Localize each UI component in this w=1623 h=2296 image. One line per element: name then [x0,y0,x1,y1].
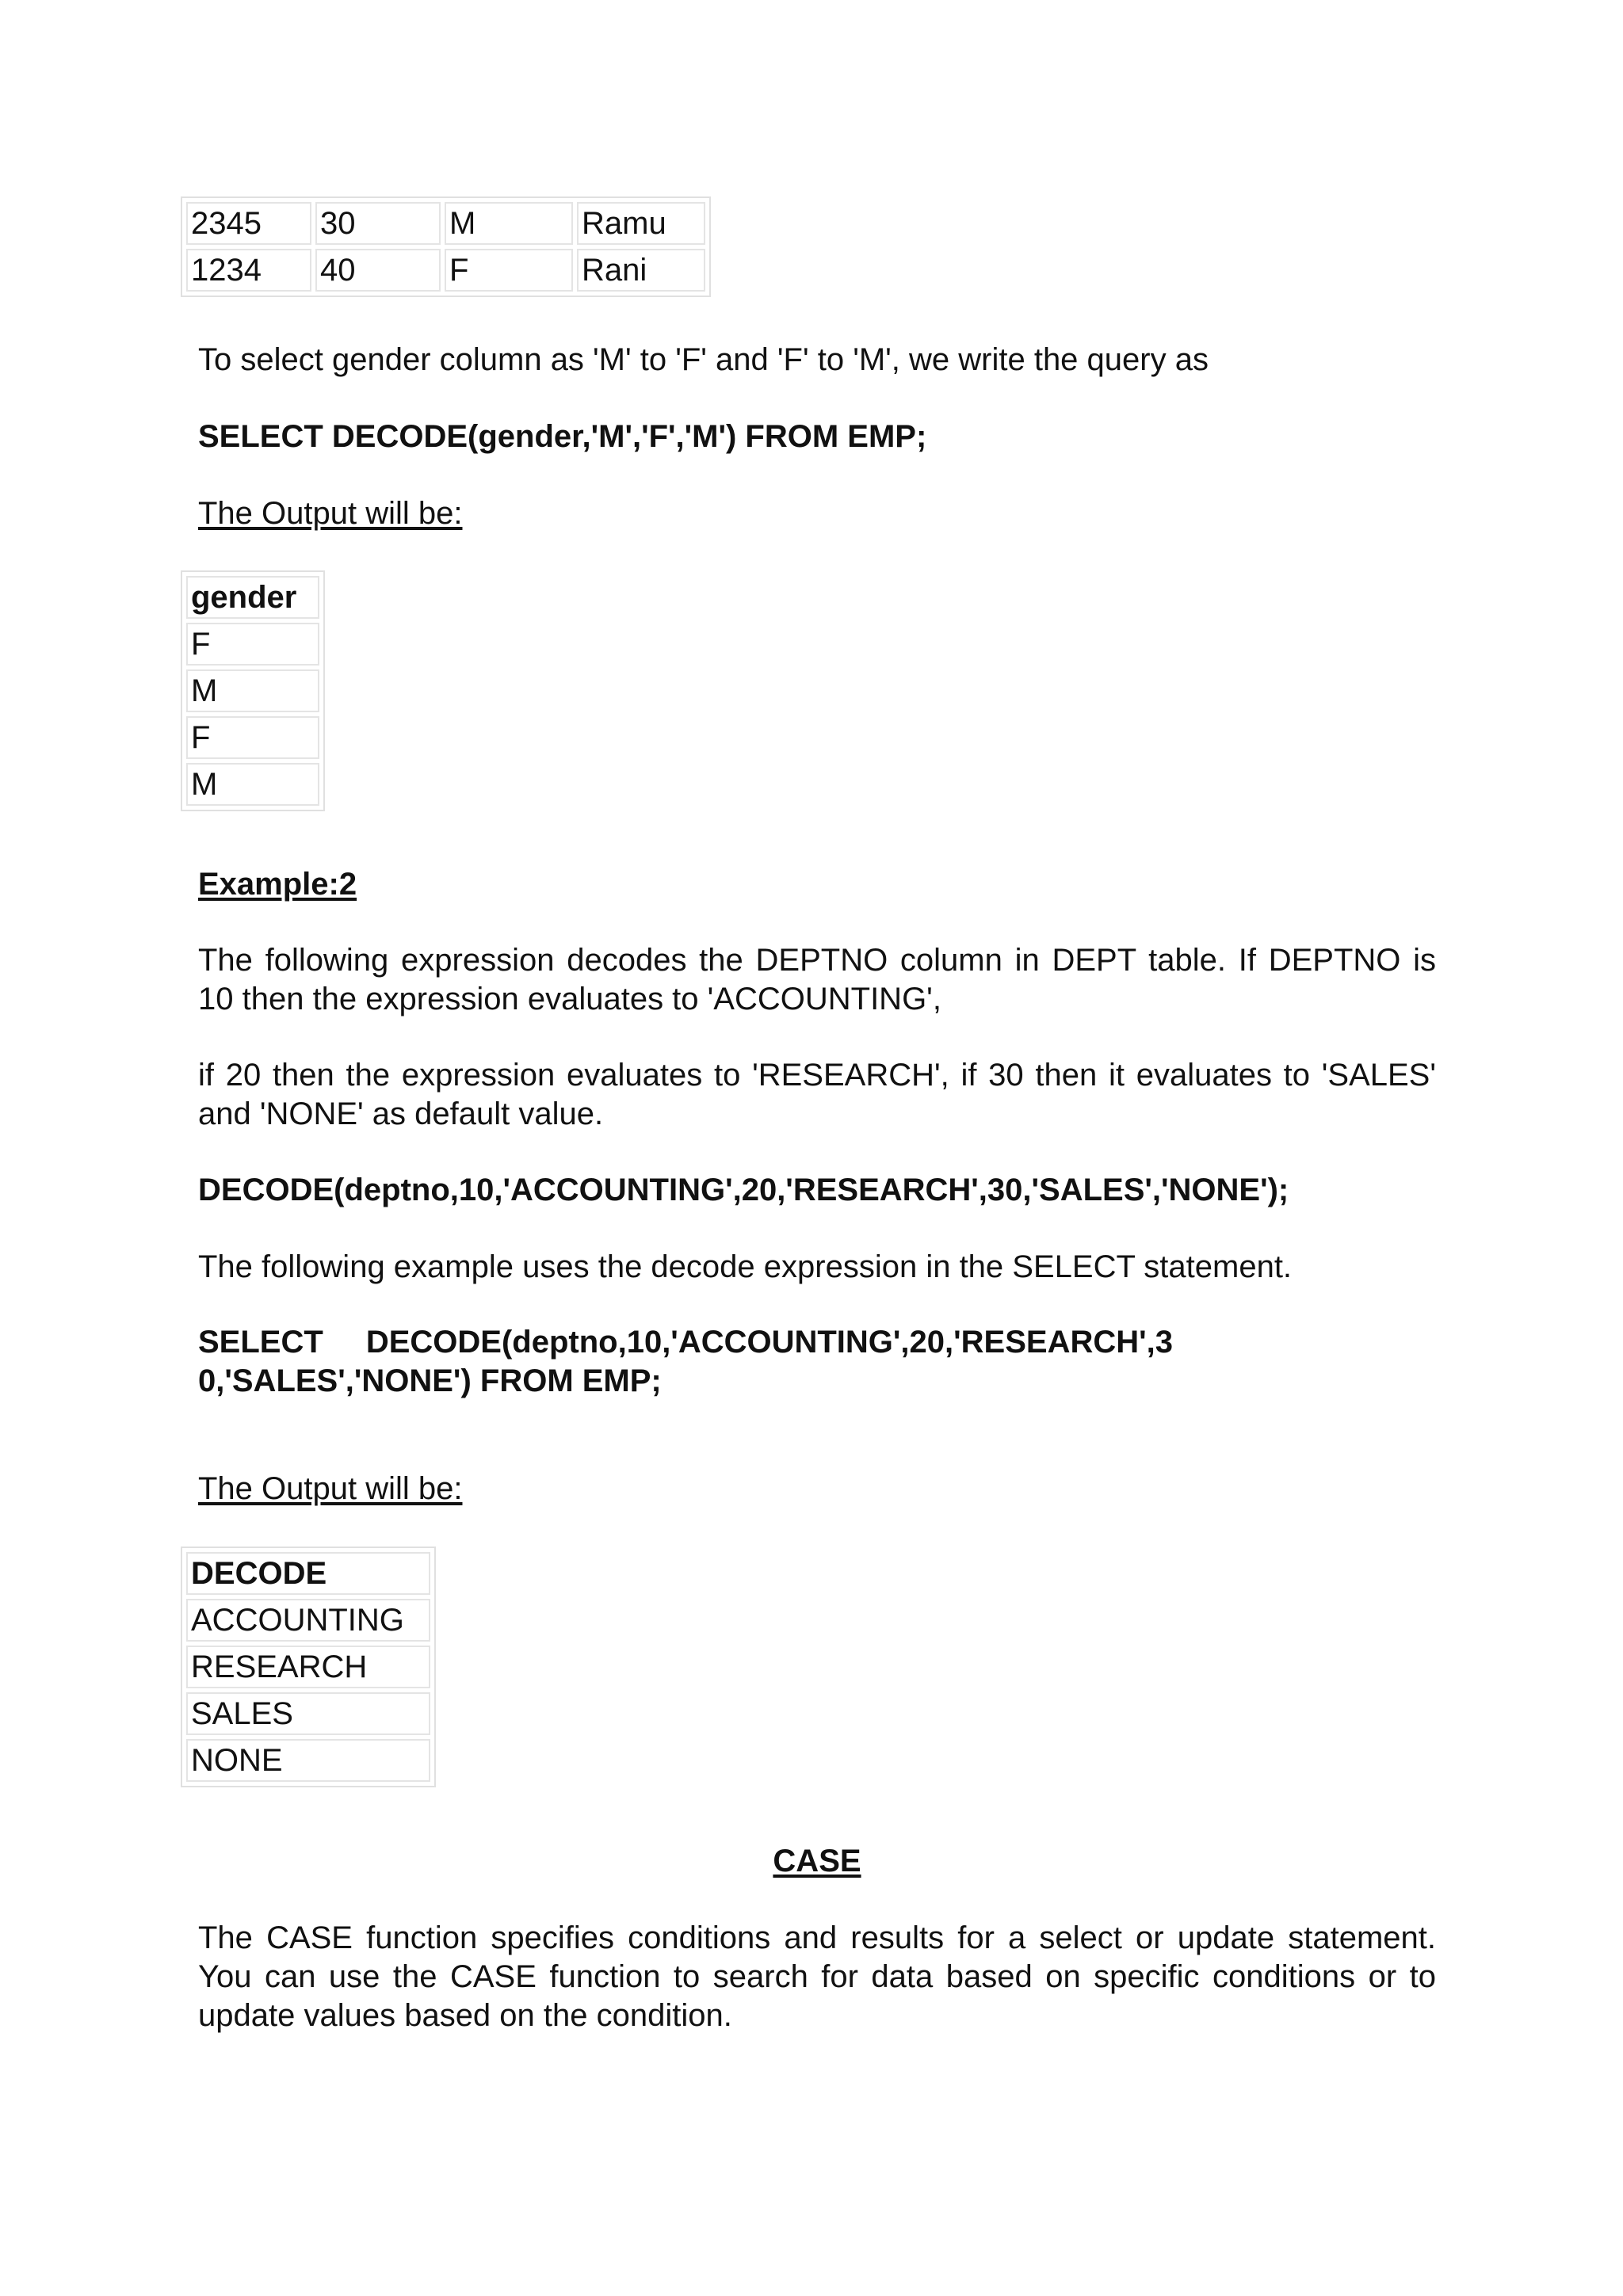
table-cell: ACCOUNTING [186,1599,430,1642]
query-code: SELECT DECODE(deptno,10,'ACCOUNTING',20,'RESEARCH',30,'SALES','NONE') FROM EMP; [198,1325,1173,1398]
case-paragraph: The CASE function specifies conditions and results for a select or update statement. You can use the CASE function to search for data based on specific conditions or to update values based on the condition. [198,1920,1436,2033]
table-cell: M [445,202,573,245]
table-cell: F [186,716,319,759]
table-row [186,1692,430,1735]
select-intro-text: The following example uses the decode expression in the SELECT statement. [198,1249,1293,1284]
query-decode-deptno [198,1323,1436,1401]
table-row [186,716,319,759]
table-row [186,1599,430,1642]
table-cell: RESEARCH [186,1646,430,1688]
example-heading [198,865,1436,904]
emp-table [181,196,711,297]
case-heading: CASE [773,1844,861,1878]
table-header-cell: DECODE [186,1552,430,1595]
decode-output-table [181,1547,436,1787]
output-label-text: The Output will be: [198,496,463,531]
decode-expression: DECODE(deptno,10,'ACCOUNTING',20,'RESEARCH',30,'SALES','NONE'); [198,1173,1289,1207]
table-cell: M [186,763,319,806]
table-row [186,1646,430,1688]
intro-text: To select gender column as 'M' to 'F' and 'F' to 'M', we write the query as [198,342,1209,377]
table-row [186,249,705,292]
table-cell: F [186,623,319,666]
example-paragraph-2: if 20 then the expression evaluates to 'RESEARCH', if 30 then it evaluates to 'SALES' and 'NONE' as default value. [198,1058,1436,1131]
table-row [186,763,319,806]
table-header-cell: gender [186,576,319,619]
output-label-text: The Output will be: [198,1471,463,1506]
gender-output-table [181,570,325,811]
output-label [198,494,1436,533]
table-row [186,202,705,245]
table-cell: M [186,669,319,712]
table-row [186,669,319,712]
output-label [198,1470,1436,1508]
section-heading [198,1842,1436,1881]
example-paragraph-1: The following expression decodes the DEPTNO column in DEPT table. If DEPTNO is 10 then the expression evaluates to 'ACCOUNTING', [198,943,1436,1016]
table-cell: SALES [186,1692,430,1735]
table-cell: Ramu [577,202,705,245]
table-cell: 30 [315,202,441,245]
table-cell: Rani [577,249,705,292]
table-row [186,623,319,666]
table-cell: 1234 [186,249,311,292]
table-row [186,1552,430,1595]
query-decode-gender: SELECT DECODE(gender,'M','F','M') FROM EMP; [198,419,927,454]
table-cell: F [445,249,573,292]
table-cell: 40 [315,249,441,292]
example-heading-text: Example:2 [198,867,357,902]
table-cell: 2345 [186,202,311,245]
table-cell: NONE [186,1739,430,1782]
table-row [186,576,319,619]
table-row [186,1739,430,1782]
